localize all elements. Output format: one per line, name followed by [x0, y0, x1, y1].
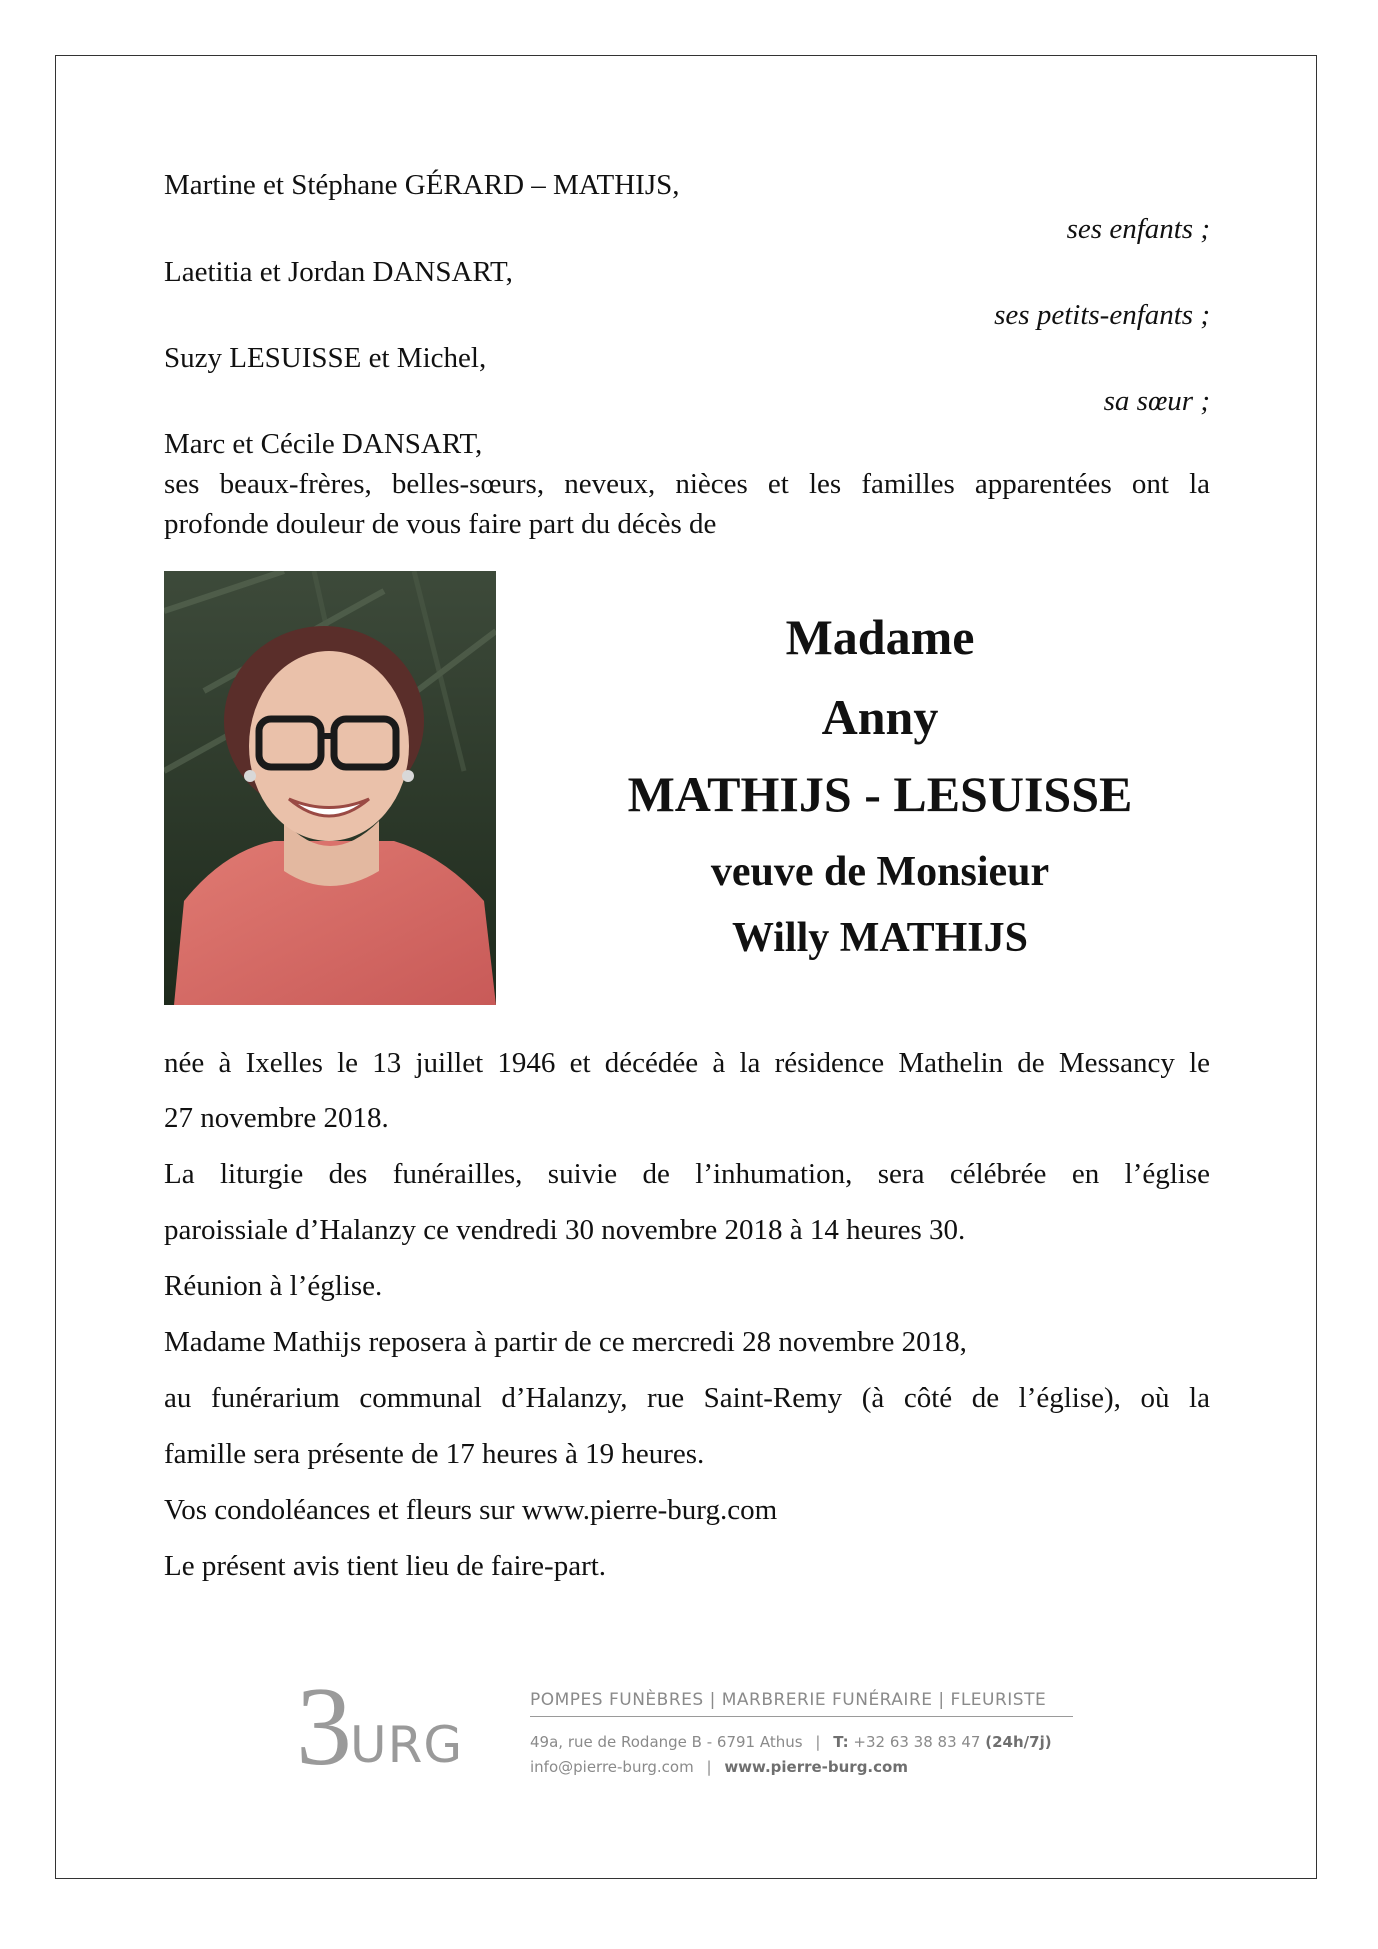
family-sister: Suzy LESUISSE et Michel, [164, 342, 487, 374]
footer-contact-line [530, 1733, 1052, 1751]
footer-phone-label: T: [833, 1733, 849, 1751]
widow-of: veuve de Monsieur [710, 849, 1050, 895]
footer-separator: | [815, 1733, 821, 1751]
intro-line-1: ses beaux-frères, belles-sœurs, neveux, nièces et les familles apparentées ont la [164, 468, 1210, 500]
notice-line: Le présent avis tient lieu de faire-part. [164, 1550, 607, 1582]
condolences-line: Vos condoléances et fleurs sur www.pierre-burg.com [164, 1494, 778, 1526]
deceased-first-name: Anny [821, 689, 939, 745]
footer-services: POMPES FUNÈBRES | MARBRERIE FUNÉRAIRE | FLEURISTE [530, 1690, 1047, 1710]
footer-address: 49a, rue de Rodange B - 6791 Athus [530, 1733, 803, 1751]
burg-logo-mark [296, 1672, 486, 1772]
family-grandchildren: Laetitia et Jordan DANSART, [164, 256, 513, 288]
funeral-line-1: La liturgie des funérailles, suivie de l’inhumation, sera célébrée en l’église [164, 1158, 1210, 1190]
role-grandchildren: ses petits-enfants ; [994, 299, 1210, 331]
rest-line-2: au funérarium communal d’Halanzy, rue Saint-Remy (à côté de l’église), où la [164, 1382, 1210, 1414]
deceased-title: Madame [785, 609, 975, 665]
footer-divider [530, 1716, 1073, 1717]
footer-website[interactable]: www.pierre-burg.com [724, 1758, 908, 1776]
spouse-name: Willy MATHIJS [732, 915, 1028, 961]
logo-b: 3 [296, 1672, 352, 1772]
birth-death-line-2: 27 novembre 2018. [164, 1102, 389, 1134]
footer-phone[interactable]: +32 63 38 83 47 [853, 1733, 981, 1751]
rest-line-3: famille sera présente de 17 heures à 19 heures. [164, 1438, 705, 1470]
funeral-line-2: paroissiale d’Halanzy ce vendredi 30 novembre 2018 à 14 heures 30. [164, 1214, 966, 1246]
family-in-laws: Marc et Cécile DANSART, [164, 428, 483, 460]
meeting-line: Réunion à l’église. [164, 1270, 383, 1302]
footer-hours: (24h/7j) [985, 1733, 1052, 1751]
portrait-illustration [164, 571, 496, 1005]
role-children: ses enfants ; [1066, 213, 1210, 245]
birth-death-line-1: née à Ixelles le 13 juillet 1946 et décédée à la résidence Mathelin de Messancy le [164, 1047, 1210, 1079]
role-sister: sa sœur ; [1103, 385, 1210, 417]
footer-separator-2: | [706, 1758, 712, 1776]
deceased-surname: MATHIJS - LESUISSE [627, 766, 1133, 822]
family-children: Martine et Stéphane GÉRARD – MATHIJS, [164, 169, 680, 201]
portrait-photo [164, 571, 496, 1005]
burg-logo [296, 1672, 486, 1772]
intro-line-2: profonde douleur de vous faire part du décès de [164, 508, 717, 540]
rest-line-1: Madame Mathijs reposera à partir de ce mercredi 28 novembre 2018, [164, 1326, 967, 1358]
footer-email[interactable]: info@pierre-burg.com [530, 1758, 694, 1776]
logo-urg: URG [350, 1716, 464, 1772]
footer-web-line [530, 1758, 908, 1776]
